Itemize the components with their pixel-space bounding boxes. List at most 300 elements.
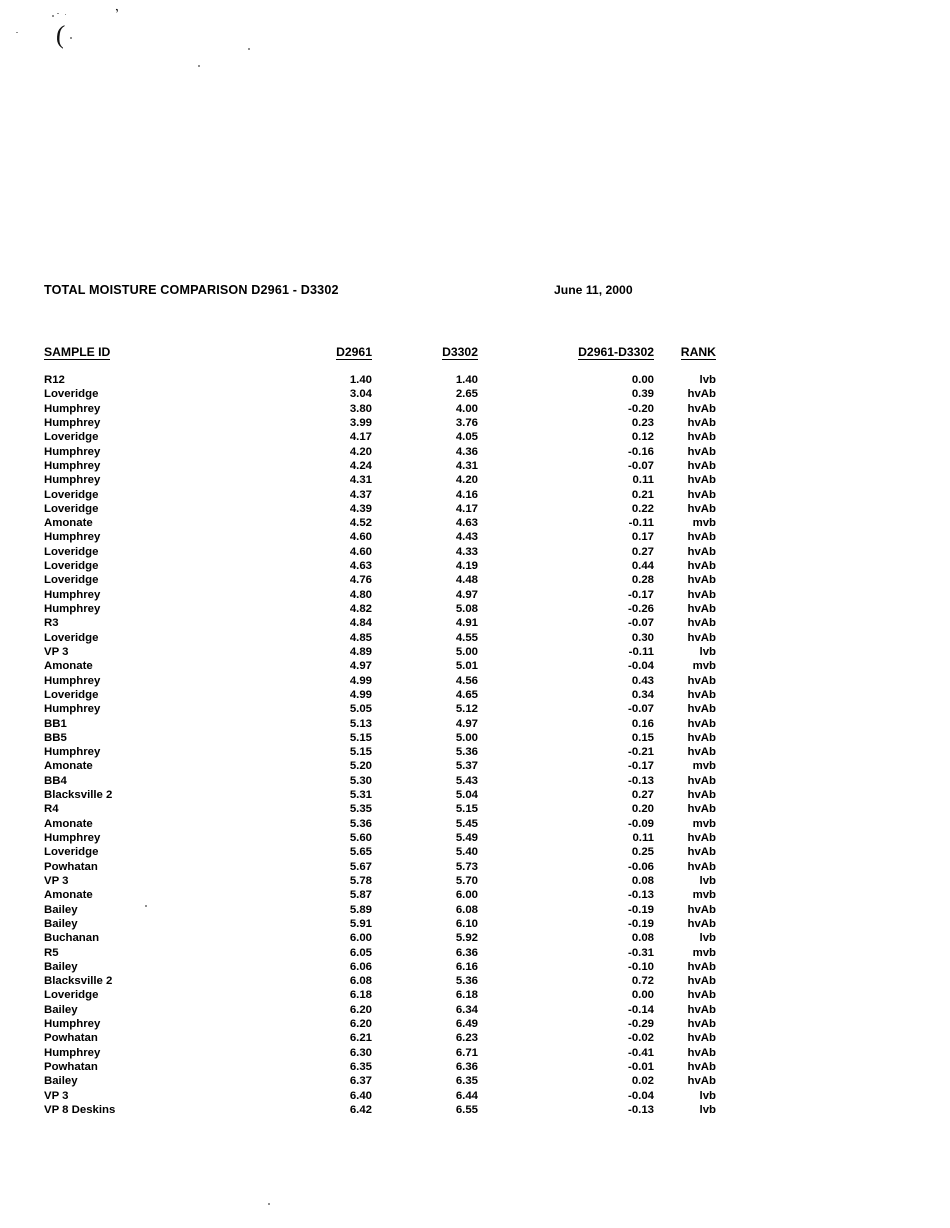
cell-d2961: 4.39 [349, 502, 372, 515]
table-row [44, 402, 716, 416]
cell-d2961: 5.30 [349, 774, 372, 787]
column-header-d2961: D2961 [336, 345, 372, 359]
table-row [44, 860, 716, 874]
cell-d2961: 5.35 [349, 803, 372, 816]
table-row [44, 1031, 716, 1045]
cell-sample-id: Amonate [44, 889, 93, 902]
cell-rank: hvAb [687, 545, 716, 558]
scan-speck [65, 14, 66, 15]
scan-speck [70, 37, 72, 39]
cell-sample-id: Loveridge [44, 431, 99, 444]
cell-difference: -0.19 [628, 917, 654, 930]
table-row [44, 602, 716, 616]
cell-difference: 0.23 [631, 416, 654, 429]
cell-sample-id: Humphrey [44, 1046, 101, 1059]
spacer-cell [44, 362, 276, 373]
table-row [44, 530, 716, 544]
cell-d3302: 6.00 [455, 889, 478, 902]
cell-difference: 0.27 [631, 545, 654, 558]
cell-sample-id: R3 [44, 617, 59, 630]
cell-sample-id: Bailey [44, 960, 78, 973]
scan-speck [198, 65, 200, 67]
cell-d2961: 4.63 [349, 560, 372, 573]
cell-d3302: 4.33 [455, 545, 478, 558]
table-row [44, 559, 716, 573]
handwriting-mark-secondary: ’ [113, 6, 123, 23]
table-row [44, 430, 716, 444]
cell-rank: hvAb [687, 531, 716, 544]
cell-rank: hvAb [687, 917, 716, 930]
cell-d2961: 5.15 [349, 746, 372, 759]
cell-d3302: 6.36 [455, 1061, 478, 1073]
cell-d3302: 4.63 [455, 517, 478, 530]
cell-d3302: 4.31 [455, 459, 478, 472]
cell-sample-id: Amonate [44, 817, 93, 830]
cell-rank: hvAb [687, 588, 716, 601]
cell-sample-id: Buchanan [44, 932, 100, 945]
cell-difference: 0.30 [631, 631, 654, 644]
cell-rank: hvAb [687, 402, 716, 415]
cell-difference: 0.20 [631, 803, 654, 816]
cell-d2961: 6.42 [349, 1103, 372, 1116]
cell-d2961: 3.99 [349, 416, 372, 429]
table-body [44, 362, 716, 1117]
table-row [44, 888, 716, 902]
spacer-cell [478, 362, 654, 373]
cell-sample-id: Humphrey [44, 445, 101, 458]
cell-difference: -0.16 [628, 445, 654, 458]
cell-d2961: 4.99 [349, 688, 372, 701]
cell-d3302: 5.00 [455, 645, 478, 658]
table-row [44, 1089, 716, 1103]
table-row [44, 817, 716, 831]
table-row [44, 516, 716, 530]
cell-d3302: 5.37 [455, 760, 478, 773]
cell-difference: 0.08 [631, 932, 654, 945]
cell-difference: -0.01 [628, 1061, 654, 1073]
cell-difference: -0.11 [628, 645, 654, 658]
cell-rank: lvb [699, 1089, 716, 1102]
cell-rank: hvAb [687, 474, 716, 487]
cell-difference: 0.43 [631, 674, 654, 687]
cell-difference: 0.27 [631, 789, 654, 802]
cell-difference: -0.17 [628, 588, 654, 601]
cell-sample-id: VP 3 [44, 874, 69, 887]
table-row [44, 974, 716, 988]
cell-d2961: 4.80 [349, 588, 372, 601]
cell-difference: 0.12 [631, 431, 654, 444]
table-row [44, 588, 716, 602]
cell-rank: hvAb [687, 617, 716, 630]
table-row [44, 1103, 716, 1117]
cell-rank: hvAb [687, 903, 716, 916]
table-row [44, 459, 716, 473]
cell-d2961: 5.91 [349, 917, 372, 930]
cell-difference: -0.04 [628, 660, 654, 673]
table-row [44, 903, 716, 917]
cell-d2961: 4.60 [349, 531, 372, 544]
spacer-cell [372, 362, 478, 373]
cell-d3302: 4.20 [455, 474, 478, 487]
cell-d2961: 4.24 [349, 459, 372, 472]
cell-rank: hvAb [687, 674, 716, 687]
cell-rank: hvAb [687, 703, 716, 716]
cell-sample-id: Blacksville 2 [44, 789, 113, 802]
cell-rank: hvAb [687, 631, 716, 644]
cell-rank: hvAb [687, 860, 716, 873]
cell-d3302: 5.01 [455, 660, 478, 673]
cell-d2961: 5.31 [349, 789, 372, 802]
cell-difference: 0.15 [631, 731, 654, 744]
column-header-sample-id: SAMPLE ID [44, 345, 111, 359]
cell-d2961: 6.30 [349, 1046, 372, 1059]
table-row [44, 1074, 716, 1088]
spacer-cell [654, 362, 716, 373]
cell-d2961: 4.17 [349, 431, 372, 444]
cell-d3302: 4.05 [455, 431, 478, 444]
cell-d3302: 4.43 [455, 531, 478, 544]
cell-difference: -0.04 [628, 1089, 654, 1102]
table-header [44, 345, 716, 362]
cell-sample-id: Blacksville 2 [44, 975, 113, 988]
cell-d3302: 6.18 [455, 989, 478, 1002]
cell-difference: 0.02 [631, 1075, 654, 1088]
cell-sample-id: Bailey [44, 903, 78, 916]
cell-difference: -0.06 [628, 860, 654, 873]
scan-speck [268, 1203, 270, 1205]
scan-speck [16, 32, 18, 33]
cell-difference: 0.28 [631, 574, 654, 587]
table-row [44, 488, 716, 502]
cell-d2961: 5.87 [349, 889, 372, 902]
cell-d2961: 5.78 [349, 874, 372, 887]
cell-d2961: 4.20 [349, 445, 372, 458]
cell-difference: -0.13 [628, 1103, 654, 1116]
cell-difference: 0.17 [631, 531, 654, 544]
cell-d3302: 6.35 [455, 1075, 478, 1088]
table-row [44, 717, 716, 731]
cell-d3302: 4.36 [455, 445, 478, 458]
cell-d2961: 6.21 [349, 1032, 372, 1045]
cell-d3302: 4.55 [455, 631, 478, 644]
cell-rank: hvAb [687, 431, 716, 444]
cell-d2961: 4.82 [349, 603, 372, 615]
cell-d2961: 6.06 [349, 960, 372, 973]
cell-sample-id: BB1 [44, 717, 67, 730]
cell-rank: hvAb [687, 717, 716, 730]
table-row [44, 445, 716, 459]
cell-d3302: 4.65 [455, 688, 478, 701]
cell-rank: hvAb [687, 774, 716, 787]
cell-difference: 0.16 [631, 717, 654, 730]
table-row [44, 1046, 716, 1060]
cell-rank: hvAb [687, 846, 716, 859]
cell-sample-id: Humphrey [44, 703, 101, 716]
cell-rank: hvAb [687, 560, 716, 573]
cell-d3302: 6.44 [455, 1089, 478, 1102]
table-row [44, 1017, 716, 1031]
cell-sample-id: Loveridge [44, 488, 99, 501]
table-row [44, 473, 716, 487]
cell-rank: lvb [699, 374, 716, 386]
cell-d2961: 6.37 [349, 1075, 372, 1088]
handwriting-mark: ( [55, 19, 66, 50]
scan-speck [52, 15, 54, 17]
cell-difference: -0.19 [628, 903, 654, 916]
cell-rank: hvAb [687, 1032, 716, 1045]
cell-rank: hvAb [687, 960, 716, 973]
cell-difference: -0.09 [628, 817, 654, 830]
cell-d2961: 5.15 [349, 731, 372, 744]
cell-sample-id: Loveridge [44, 688, 99, 701]
cell-sample-id: BB4 [44, 774, 67, 787]
cell-difference: -0.02 [628, 1032, 654, 1045]
cell-difference: 0.11 [632, 474, 654, 487]
cell-rank: lvb [699, 1103, 716, 1116]
cell-sample-id: Bailey [44, 1075, 78, 1088]
cell-d2961: 5.65 [349, 846, 372, 859]
cell-sample-id: Loveridge [44, 502, 99, 515]
cell-d3302: 5.36 [455, 975, 478, 988]
table-row [44, 387, 716, 401]
cell-d2961: 6.05 [349, 946, 372, 959]
cell-d3302: 4.17 [455, 502, 478, 515]
cell-rank: hvAb [687, 832, 716, 844]
cell-d3302: 4.97 [455, 717, 478, 730]
cell-sample-id: Loveridge [44, 560, 99, 573]
table-row [44, 1003, 716, 1017]
cell-d3302: 1.40 [455, 374, 478, 386]
cell-sample-id: Humphrey [44, 588, 101, 601]
cell-d2961: 6.08 [349, 975, 372, 988]
document-header [44, 283, 724, 299]
cell-d3302: 6.23 [455, 1032, 478, 1045]
cell-sample-id: Loveridge [44, 989, 99, 1002]
cell-d2961: 6.00 [349, 932, 372, 945]
cell-rank: mvb [692, 946, 716, 959]
spacer-cell [276, 362, 372, 373]
table-row [44, 659, 716, 673]
cell-sample-id: Loveridge [44, 846, 99, 859]
table-row [44, 931, 716, 945]
cell-d2961: 4.84 [349, 617, 372, 630]
cell-difference: 0.72 [631, 975, 654, 988]
cell-d3302: 5.36 [455, 746, 478, 759]
cell-sample-id: Bailey [44, 1003, 78, 1016]
cell-d2961: 5.89 [349, 903, 372, 916]
cell-sample-id: VP 8 Deskins [44, 1103, 116, 1116]
cell-d3302: 5.04 [455, 789, 478, 802]
cell-rank: hvAb [687, 445, 716, 458]
cell-difference: 0.11 [632, 832, 654, 844]
cell-difference: -0.07 [628, 459, 654, 472]
scan-speck [57, 13, 59, 14]
cell-difference: -0.31 [628, 946, 654, 959]
table-row [44, 1060, 716, 1074]
cell-d3302: 3.76 [455, 416, 478, 429]
table-row [44, 946, 716, 960]
cell-rank: hvAb [687, 731, 716, 744]
cell-rank: hvAb [687, 803, 716, 816]
cell-difference: -0.14 [628, 1003, 654, 1016]
cell-rank: mvb [692, 760, 716, 773]
cell-d2961: 4.89 [349, 645, 372, 658]
cell-d2961: 6.20 [349, 1003, 372, 1016]
header-spacer [44, 362, 716, 373]
cell-difference: -0.20 [628, 402, 654, 415]
table-row [44, 674, 716, 688]
cell-rank: hvAb [687, 1046, 716, 1059]
cell-d3302: 6.71 [455, 1046, 478, 1059]
table-row [44, 831, 716, 845]
cell-rank: hvAb [687, 502, 716, 515]
cell-rank: lvb [699, 932, 716, 945]
cell-rank: hvAb [687, 488, 716, 501]
cell-d3302: 5.92 [455, 932, 478, 945]
cell-difference: -0.17 [628, 760, 654, 773]
cell-rank: hvAb [687, 574, 716, 587]
cell-d3302: 6.55 [455, 1103, 478, 1116]
cell-d3302: 6.36 [455, 946, 478, 959]
table-row [44, 845, 716, 859]
table-row [44, 645, 716, 659]
cell-d2961: 6.18 [349, 989, 372, 1002]
cell-d3302: 5.43 [455, 774, 478, 787]
cell-d2961: 5.36 [349, 817, 372, 830]
cell-rank: hvAb [687, 1061, 716, 1073]
cell-d2961: 5.67 [349, 860, 372, 873]
cell-difference: 0.34 [631, 688, 654, 701]
cell-sample-id: R5 [44, 946, 59, 959]
cell-rank: hvAb [687, 1003, 716, 1016]
cell-sample-id: Humphrey [44, 416, 101, 429]
page-title: TOTAL MOISTURE COMPARISON D2961 - D3302 [44, 283, 339, 297]
table-row [44, 759, 716, 773]
cell-sample-id: BB5 [44, 731, 67, 744]
cell-sample-id: Humphrey [44, 474, 101, 487]
scan-speck [248, 48, 250, 50]
table-row [44, 545, 716, 559]
cell-sample-id: Amonate [44, 517, 93, 530]
cell-sample-id: Loveridge [44, 388, 99, 401]
table-row [44, 731, 716, 745]
table-row [44, 616, 716, 630]
cell-sample-id: R12 [44, 374, 65, 386]
cell-d3302: 5.00 [455, 731, 478, 744]
table-row [44, 373, 716, 387]
cell-d2961: 5.20 [349, 760, 372, 773]
cell-d3302: 4.48 [455, 574, 478, 587]
cell-d3302: 4.56 [455, 674, 478, 687]
cell-sample-id: Humphrey [44, 459, 101, 472]
cell-sample-id: Humphrey [44, 746, 101, 759]
cell-sample-id: Humphrey [44, 832, 101, 844]
cell-d2961: 5.60 [349, 832, 372, 844]
cell-sample-id: Bailey [44, 917, 78, 930]
cell-d3302: 4.16 [455, 488, 478, 501]
cell-d3302: 5.40 [455, 846, 478, 859]
cell-rank: hvAb [687, 975, 716, 988]
table-row [44, 917, 716, 931]
cell-difference: 0.00 [631, 989, 654, 1002]
cell-d3302: 5.73 [455, 860, 478, 873]
cell-difference: 0.22 [631, 502, 654, 515]
cell-sample-id: Humphrey [44, 1018, 101, 1031]
cell-sample-id: Powhatan [44, 860, 98, 873]
table-row [44, 788, 716, 802]
table-row [44, 988, 716, 1002]
table-row [44, 874, 716, 888]
cell-sample-id: Loveridge [44, 545, 99, 558]
cell-d3302: 5.12 [455, 703, 478, 716]
cell-rank: hvAb [687, 989, 716, 1002]
cell-rank: mvb [692, 889, 716, 902]
column-header-d3302: D3302 [442, 345, 478, 359]
cell-d3302: 4.97 [455, 588, 478, 601]
cell-d2961: 6.35 [349, 1061, 372, 1073]
cell-d2961: 4.37 [349, 488, 372, 501]
cell-rank: hvAb [687, 746, 716, 759]
cell-d3302: 5.49 [455, 832, 478, 844]
cell-d3302: 2.65 [455, 388, 478, 401]
cell-d2961: 4.31 [349, 474, 372, 487]
cell-d3302: 4.19 [455, 560, 478, 573]
cell-d3302: 4.00 [455, 402, 478, 415]
cell-d3302: 5.15 [455, 803, 478, 816]
table-row [44, 802, 716, 816]
cell-rank: lvb [699, 645, 716, 658]
cell-d3302: 6.10 [455, 917, 478, 930]
cell-rank: hvAb [687, 603, 716, 615]
table-row [44, 502, 716, 516]
table-row [44, 960, 716, 974]
cell-rank: hvAb [687, 388, 716, 401]
cell-d3302: 5.08 [455, 603, 478, 615]
cell-d2961: 3.04 [349, 388, 372, 401]
table-row [44, 702, 716, 716]
cell-rank: mvb [692, 517, 716, 530]
cell-difference: -0.29 [628, 1018, 654, 1031]
cell-difference: -0.26 [628, 603, 654, 615]
cell-d2961: 4.76 [349, 574, 372, 587]
cell-sample-id: Powhatan [44, 1061, 98, 1073]
cell-rank: hvAb [687, 416, 716, 429]
cell-sample-id: Amonate [44, 760, 93, 773]
cell-sample-id: Loveridge [44, 574, 99, 587]
cell-d2961: 4.60 [349, 545, 372, 558]
cell-d2961: 6.20 [349, 1018, 372, 1031]
cell-sample-id: Humphrey [44, 531, 101, 544]
table-row [44, 631, 716, 645]
cell-difference: -0.13 [628, 774, 654, 787]
cell-sample-id: VP 3 [44, 1089, 69, 1102]
cell-d2961: 5.13 [349, 717, 372, 730]
cell-sample-id: Humphrey [44, 674, 101, 687]
cell-difference: -0.07 [628, 617, 654, 630]
column-header-difference: D2961-D3302 [578, 345, 654, 359]
column-header-rank: RANK [680, 345, 716, 359]
cell-d2961: 4.85 [349, 631, 372, 644]
cell-d3302: 6.49 [455, 1018, 478, 1031]
cell-rank: hvAb [687, 1075, 716, 1088]
cell-difference: 0.39 [631, 388, 654, 401]
cell-rank: hvAb [687, 1018, 716, 1031]
moisture-comparison-table [44, 345, 716, 1117]
cell-difference: 0.21 [631, 488, 654, 501]
cell-rank: hvAb [687, 789, 716, 802]
table-row [44, 745, 716, 759]
cell-rank: hvAb [687, 459, 716, 472]
